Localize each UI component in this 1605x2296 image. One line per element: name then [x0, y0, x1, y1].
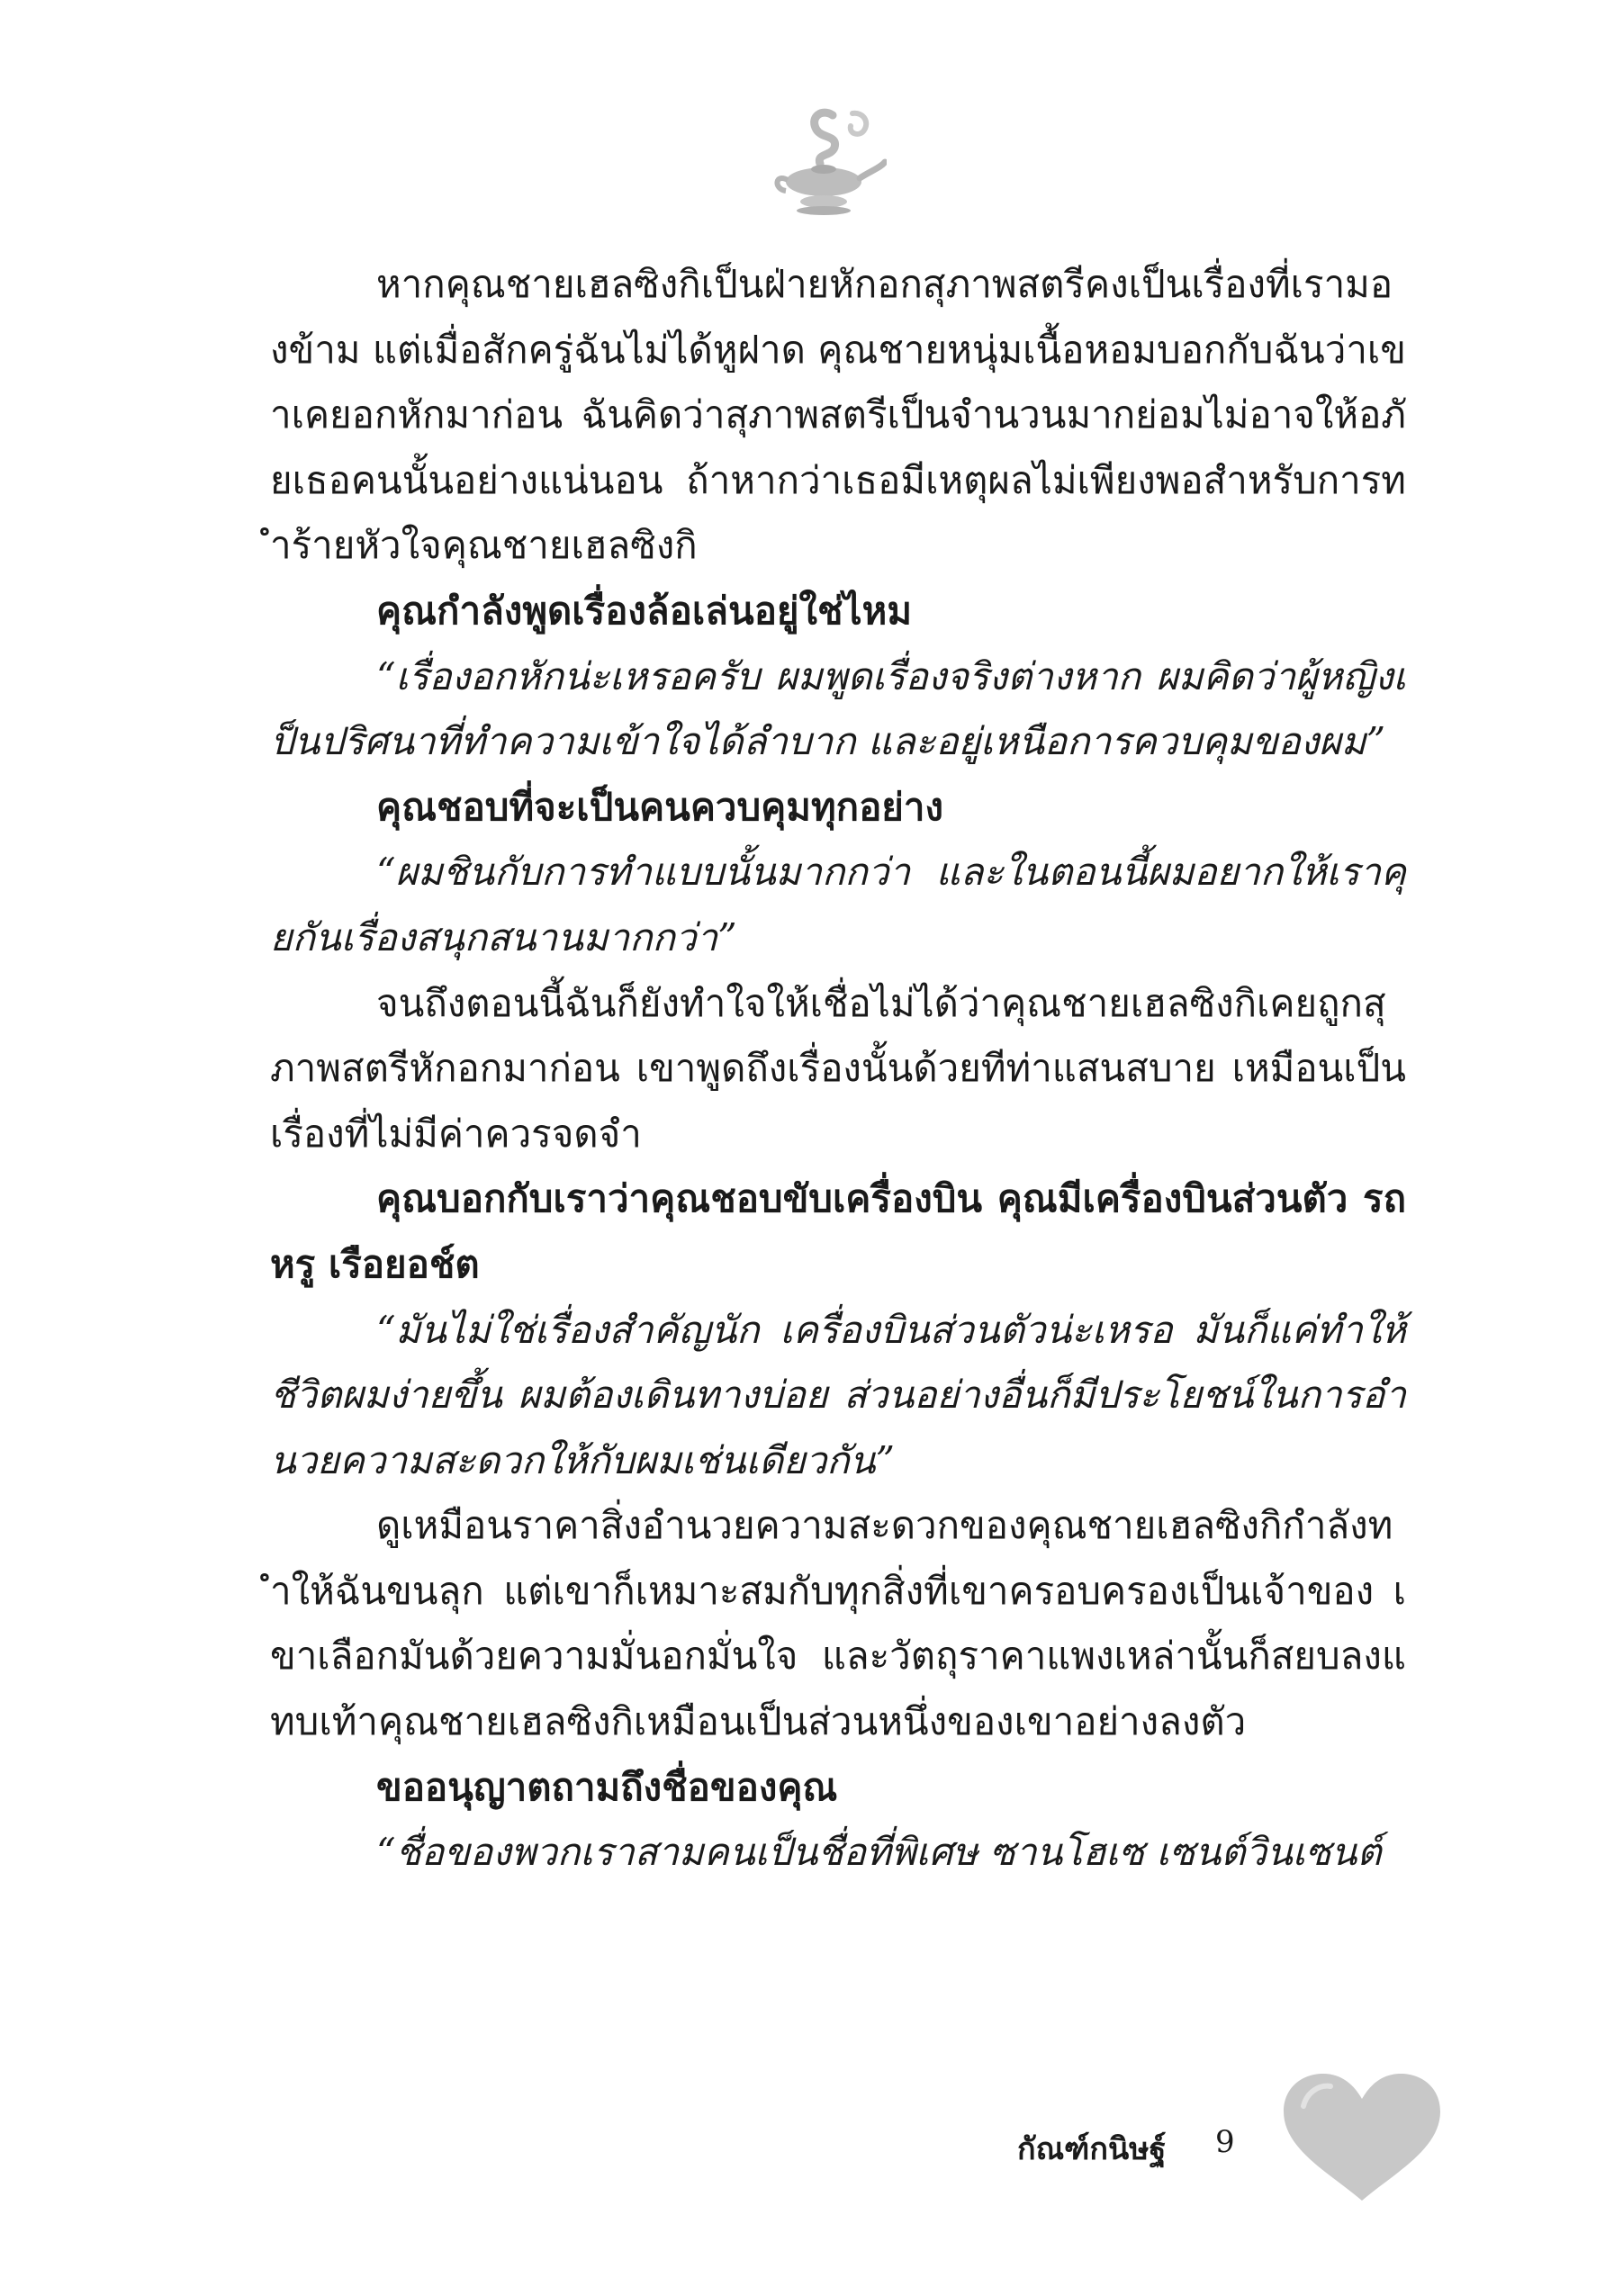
heart-icon	[1276, 2070, 1447, 2205]
interview-answer: “เรื่องอกหักน่ะเหรอครับ ผมพูดเรื่องจริงต่างหาก ผมคิดว่าผู้หญิงเป็นปริศนาที่ทำความเข้าใจได้ลำบาก และอยู่เหนือการควบคุมของผม”	[270, 653, 1406, 764]
interview-question: คุณกำลังพูดเรื่องล้อเล่นอยู่ใช่ไหม	[376, 588, 913, 633]
interview-answer: “มันไม่ใช่เรื่องสำคัญนัก เครื่องบินส่วนตัวน่ะเหรอ มันก็แค่ทำให้ชีวิตผมง่ายขึ้น ผมต้องเดินทางบ่อย ส่วนอย่างอื่นก็มีประโยชน์ในการอำนวยความสะดวกให้กับผมเช่นเดียวกัน”	[270, 1307, 1406, 1482]
narrative-paragraph: หากคุณชายเฮลซิงกิเป็นฝ่ายหักอกสุภาพสตรีคงเป็นเรื่องที่เรามองข้าม แต่เมื่อสักครู่ฉันไม่ได้หูฝาด คุณชายหนุ่มเนื้อหอมบอกกับฉันว่าเขาเคยอกหักมาก่อน ฉันคิดว่าสุภาพสตรีเป็นจำนวนมากย่อมไม่อาจให้อภัยเธอคนนั้นอย่างแน่นอน ถ้าหากว่าเธอมีเหตุผลไม่เพียงพอสำหรับการทำร้ายหัวใจคุณชายเฮลซิงกิ	[270, 262, 1406, 568]
body-text	[270, 252, 1406, 1886]
interview-question: ขออนุญาตถามถึงชื่อของคุณ	[376, 1764, 838, 1809]
interview-answer: “ชื่อของพวกเราสามคนเป็นชื่อที่พิเศษ ซานโฮเซ เซนต์วินเซนต์	[376, 1830, 1382, 1875]
page-number: 9	[1215, 2124, 1235, 2160]
interview-question: คุณชอบที่จะเป็นคนควบคุมทุกอย่าง	[376, 784, 943, 829]
interview-answer: “ผมชินกับการทำแบบนั้นมากกว่า และในตอนนี้ผมอยากให้เราคุยกันเรื่องสนุกสนานมากกว่า”	[270, 850, 1406, 959]
interview-question: คุณบอกกับเราว่าคุณชอบขับเครื่องบิน คุณมีเครื่องบินส่วนตัว รถหรู เรือยอช์ต	[270, 1176, 1406, 1286]
page-footer	[945, 2070, 1449, 2205]
genie-lamp-icon	[770, 108, 887, 225]
narrative-paragraph: ดูเหมือนราคาสิ่งอำนวยความสะดวกของคุณชายเฮลซิงกิกำลังทำให้ฉันขนลุก แต่เขาก็เหมาะสมกับทุกสิ่งที่เขาครอบครองเป็นเจ้าของ เขาเลือกมันด้วยความมั่นอกมั่นใจ และวัตถุราคาแพงเหล่านั้นก็สยบลงแทบเท้าคุณชายเฮลซิงกิเหมือนเป็นส่วนหนึ่งของเขาอย่างลงตัว	[270, 1503, 1406, 1744]
narrative-paragraph: จนถึงตอนนี้ฉันก็ยังทำใจให้เชื่อไม่ได้ว่าคุณชายเฮลซิงกิเคยถูกสุภาพสตรีหักอกมาก่อน เขาพูดถึงเรื่องนั้นด้วยทีท่าแสนสบาย เหมือนเป็นเรื่องที่ไม่มีค่าควรจดจำ	[270, 980, 1406, 1156]
book-title: กัณฑ์กนิษฐ์	[1017, 2131, 1167, 2167]
